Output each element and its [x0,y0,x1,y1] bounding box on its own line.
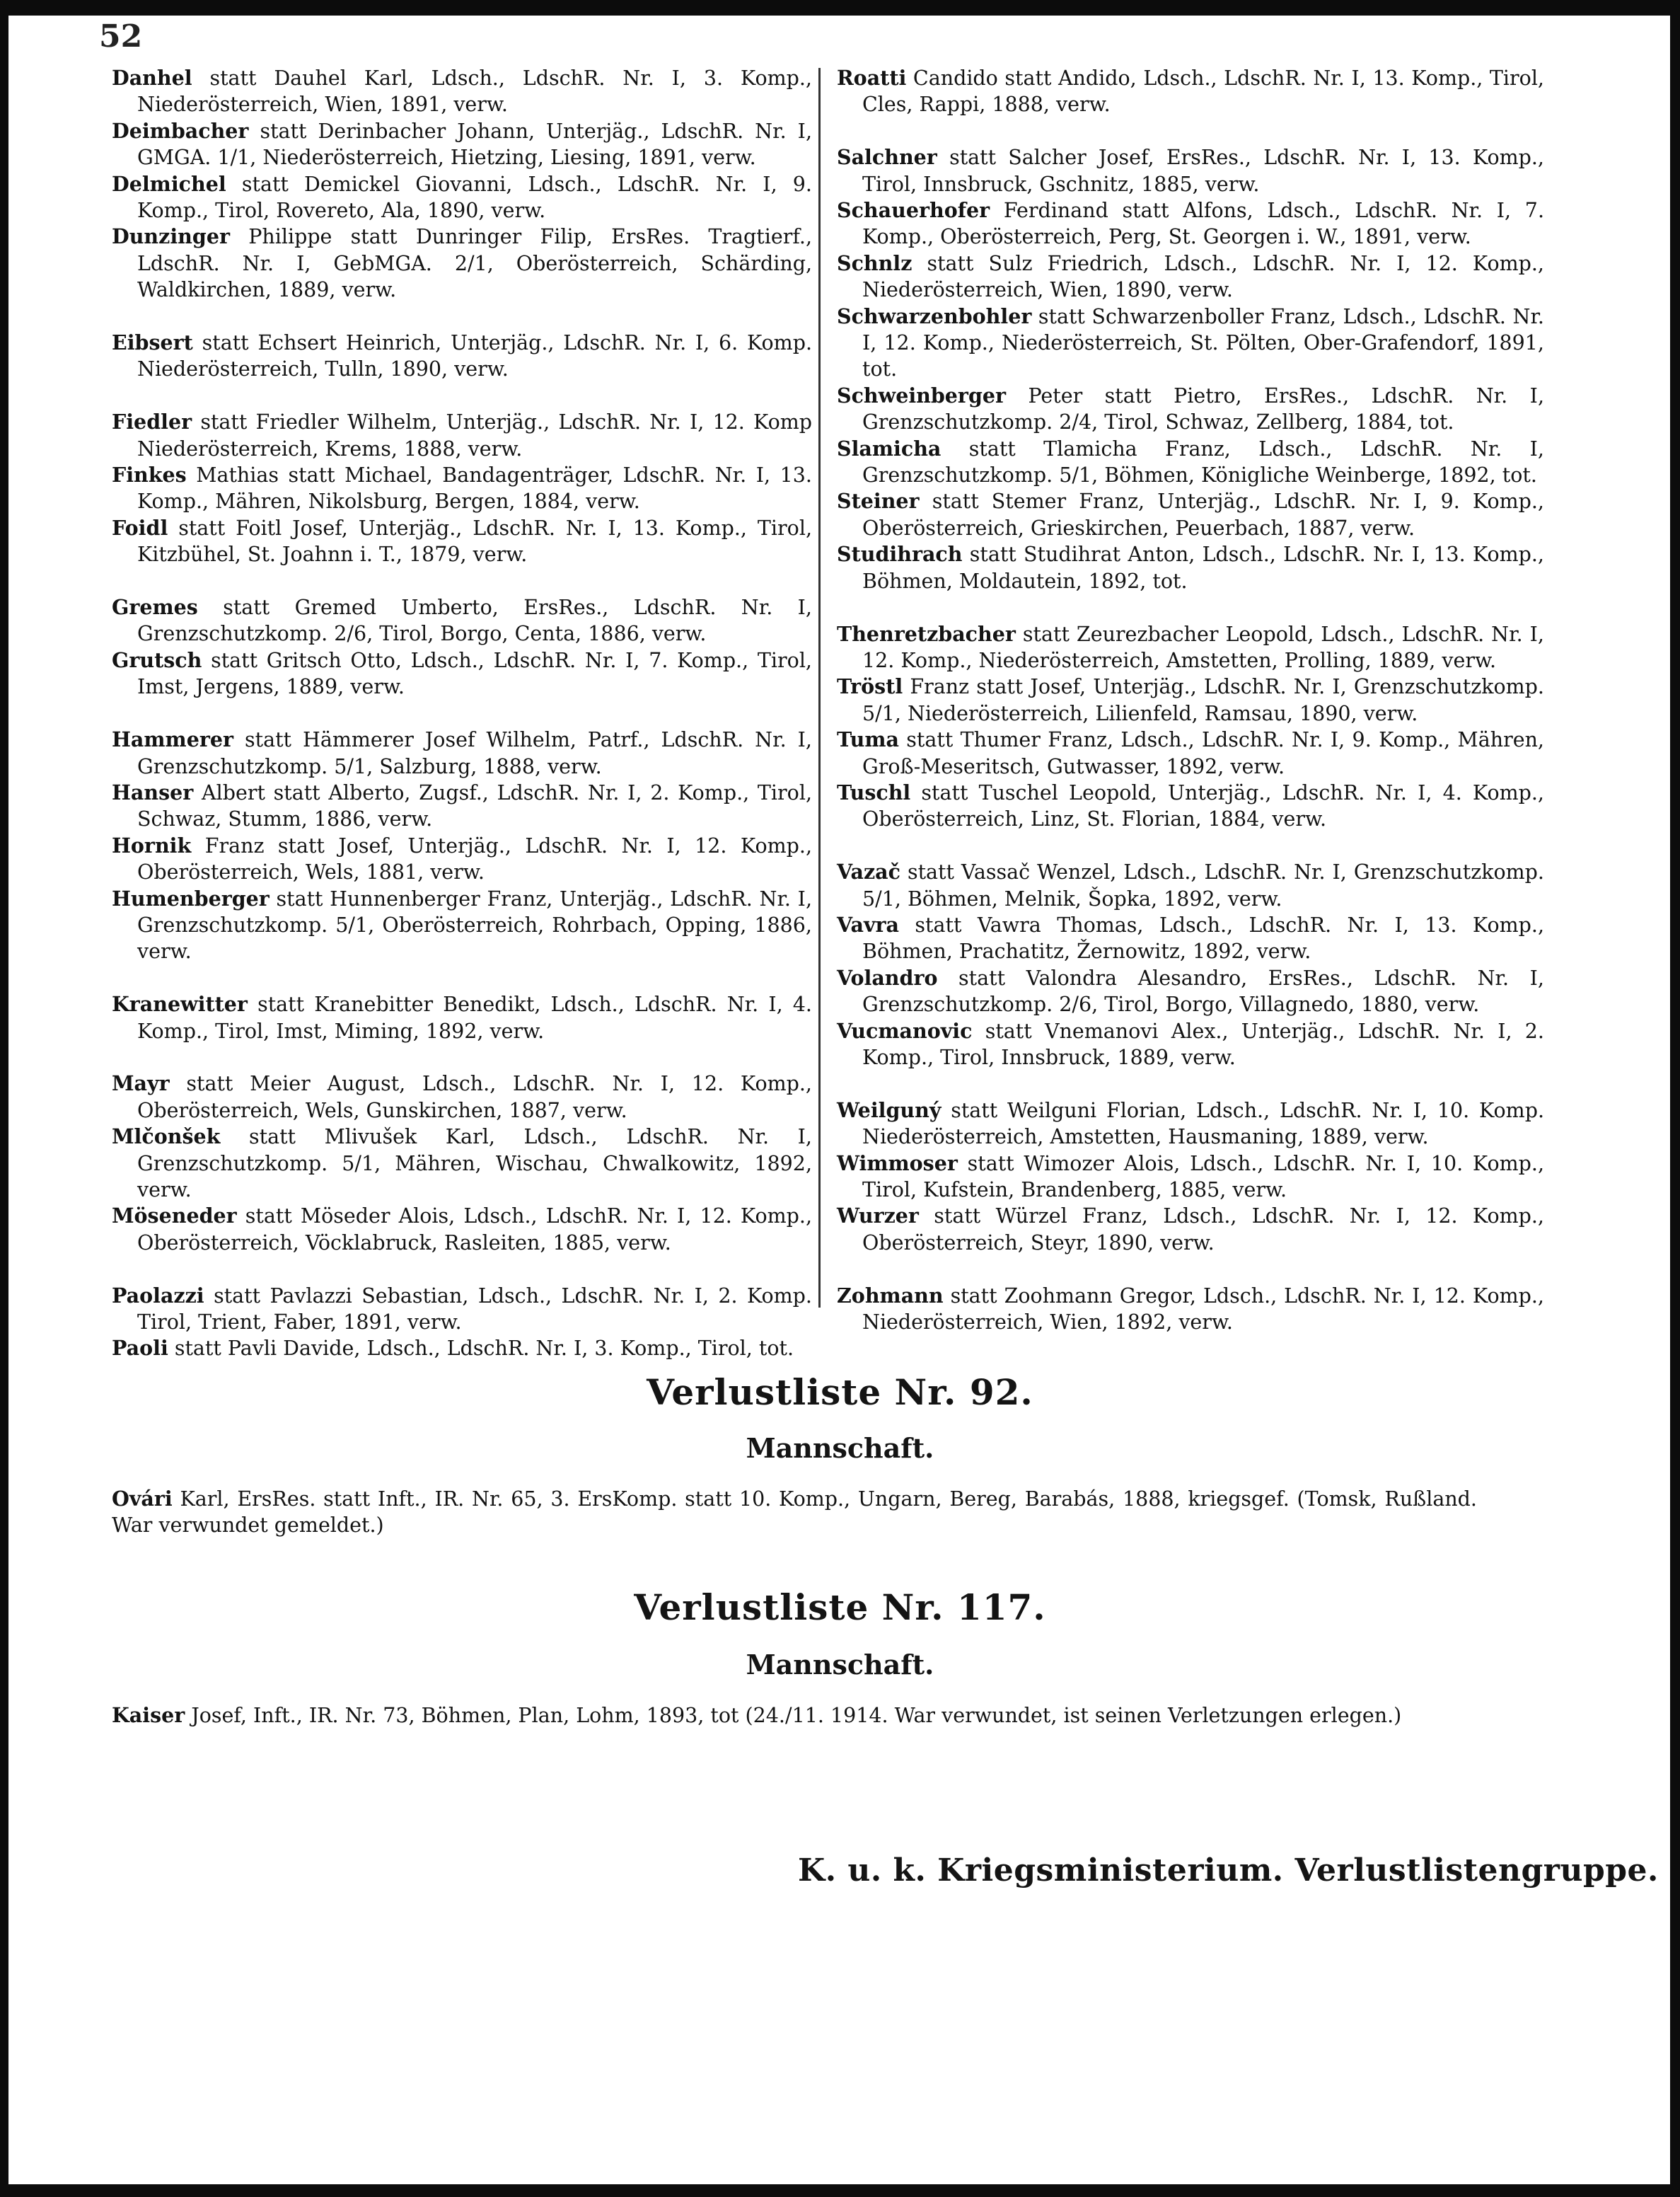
entry-details: Candido statt Andido, Ldsch., LdschR. Nr. I, 13. Komp., Tirol, Cles, Rappi, 1888, verw. [862,67,1544,117]
entry-surname: Wurzer [837,1204,919,1228]
scan-border-right [1670,0,1680,2197]
entry-details: statt Friedler Wilhelm, Unterjäg., LdschR. Nr. I, 12. Komp Niederösterreich, Krems, 1888, verw. [137,410,812,461]
entry-surname: Slamicha [837,436,942,461]
entry-surname: Fiedler [112,410,192,434]
entry-surname: Schweinberger [837,383,1007,408]
list-item [837,197,1544,250]
list-item [837,1097,1544,1151]
entry-surname: Dunzinger [112,224,230,249]
entry-details: Ferdinand statt Alfons, Ldsch., LdschR. Nr. I, 7. Komp., Oberösterreich, Perg, St. Georgen i. W., 1891, verw. [862,199,1544,249]
entry-surname: Vucmanovic [837,1018,973,1043]
left-column [112,65,812,1362]
list-item [837,674,1544,727]
entry-details: Franz statt Josef, Unterjäg., LdschR. Nr. I, Grenzschutzkomp. 5/1, Niederösterreich, Lilienfeld, Ramsau, 1890, verw. [862,675,1544,725]
entry-group-spacer [112,1044,812,1071]
entry-details: statt Mlivušek Karl, Ldsch., LdschR. Nr. I, Grenzschutzkomp. 5/1, Mähren, Wischau, Chwalkowitz, 1892, verw. [137,1125,812,1201]
entry-details: statt Würzel Franz, Ldsch., LdschR. Nr. I, 12. Komp., Oberösterreich, Steyr, 1890, verw. [862,1204,1544,1255]
scan-border-bottom [0,2184,1680,2197]
entry-details: statt Echsert Heinrich, Unterjäg., LdschR. Nr. I, 6. Komp. Niederösterreich, Tulln, 1890, verw. [137,331,812,381]
list-item [112,780,812,833]
entry-surname: Thenretzbacher [837,621,1016,646]
entry-surname: Roatti [837,66,907,90]
entry-details: statt Möseder Alois, Ldsch., LdschR. Nr. I, 12. Komp., Oberösterreich, Vöcklabruck, Rasleiten, 1885, verw. [137,1204,812,1255]
page-number: 52 [99,18,143,54]
entry-surname: Weilguný [837,1097,942,1122]
list-item [837,859,1544,912]
entry-details: statt Thumer Franz, Ldsch., LdschR. Nr. I, 9. Komp., Mähren, Groß-Meseritsch, Gutwasser, 1892, verw. [862,728,1544,778]
entry-group-spacer [837,118,1544,144]
list-117-subtitle: Mannschaft. [746,1649,934,1680]
entry-surname: Paolazzi [112,1283,204,1308]
entry-surname: Kranewitter [112,992,248,1017]
list-item [837,621,1544,674]
entry-surname: Wimmoser [837,1151,958,1175]
list-item [112,1124,812,1203]
signature: K. u. k. Kriegsministerium. Verlustlistengruppe. [798,1852,1659,1889]
list-92-entry-name: Ovári [112,1487,173,1511]
list-item [112,224,812,303]
entry-details: statt Hunnenberger Franz, Unterjäg., LdschR. Nr. I, Grenzschutzkomp. 5/1, Oberösterreich, Rohrbach, Opping, 1886, verw. [137,887,812,964]
list-item [112,1071,812,1124]
entry-surname: Studihrach [837,542,963,567]
entry-details: statt Foitl Josef, Unterjäg., LdschR. Nr. I, 13. Komp., Tirol, Kitzbühel, St. Joahnn i. T., 1879, verw. [137,516,812,567]
list-item [837,436,1544,489]
entry-surname: Vazač [837,860,900,884]
entry-group-spacer [837,1071,1544,1097]
entry-surname: Tuma [837,727,899,752]
list-item [837,780,1544,833]
entry-group-spacer [837,594,1544,621]
entry-details: statt Wimozer Alois, Ldsch., LdschR. Nr. I, 10. Komp., Tirol, Kufstein, Brandenberg, 1885, verw. [862,1151,1544,1201]
list-item [112,886,812,965]
list-item [837,965,1544,1018]
entry-surname: Foidl [112,515,168,540]
list-item [837,1283,1544,1336]
list-item [837,541,1544,594]
entry-details: statt Weilguni Florian, Ldsch., LdschR. Nr. I, 10. Komp. Niederösterreich, Amstetten, Hausmaning, 1889, verw. [862,1098,1544,1149]
entry-group-spacer [112,304,812,330]
entry-details: Philippe statt Dunringer Filip, ErsRes. Tragtierf., LdschR. Nr. I, GebMGA. 2/1, Oberösterreich, Schärding, Waldkirchen, 1889, verw. [137,225,812,302]
entry-details: statt Gritsch Otto, Ldsch., LdschR. Nr. I, 7. Komp., Tirol, Imst, Jergens, 1889, verw. [137,648,812,699]
entry-details: statt Stemer Franz, Unterjäg., LdschR. Nr. I, 9. Komp., Oberösterreich, Grieskirchen, Peuerbach, 1887, verw. [862,490,1544,540]
list-item [112,118,812,171]
entry-group-spacer [112,568,812,594]
list-item [837,1151,1544,1204]
entry-details: Mathias statt Michael, Bandagenträger, LdschR. Nr. I, 13. Komp., Mähren, Nikolsburg, Bergen, 1884, verw. [137,463,812,514]
entry-surname: Steiner [837,489,920,514]
entry-surname: Eibsert [112,330,193,355]
entry-group-spacer [837,1256,1544,1282]
list-117-entry-name: Kaiser [112,1703,185,1727]
list-item [112,65,812,118]
entry-group-spacer [112,965,812,991]
list-117-entry [112,1702,1477,1729]
list-92-title: Verlustliste Nr. 92. [647,1371,1033,1413]
entry-surname: Tröstl [837,674,903,699]
scan-border-left [0,0,8,2197]
entry-details: Albert statt Alberto, Zugsf., LdschR. Nr. I, 2. Komp., Tirol, Schwaz, Stumm, 1886, verw. [137,780,812,831]
entry-surname: Danhel [112,66,192,90]
entry-surname: Hanser [112,780,194,805]
right-column [837,65,1544,1335]
list-item [837,1203,1544,1256]
entry-surname: Schwarzenbohler [837,304,1032,328]
entry-details: statt Zeurezbacher Leopold, Ldsch., LdschR. Nr. I, 12. Komp., Niederösterreich, Amstetten, Prolling, 1889, verw. [862,622,1544,672]
entry-surname: Tuschl [837,780,911,805]
entry-details: statt Tlamicha Franz, Ldsch., LdschR. Nr. I, Grenzschutzkomp. 5/1, Böhmen, Königliche Weinberge, 1892, tot. [862,437,1544,488]
entry-details: statt Meier August, Ldsch., LdschR. Nr. I, 12. Komp., Oberösterreich, Wels, Gunskirchen, 1887, verw. [137,1072,812,1122]
entry-details: statt Derinbacher Johann, Unterjäg., LdschR. Nr. I, GMGA. 1/1, Niederösterreich, Hietzing, Liesing, 1891, verw. [137,119,812,170]
list-117-title: Verlustliste Nr. 117. [634,1586,1046,1628]
entry-details: statt Vassač Wenzel, Ldsch., LdschR. Nr. I, Grenzschutzkomp. 5/1, Böhmen, Melnik, Šopka, 1892, verw. [862,860,1544,911]
entry-surname: Hammerer [112,727,234,752]
entry-surname: Schnlz [837,250,913,275]
list-item [112,594,812,647]
list-item [112,462,812,515]
entry-surname: Mlčonšek [112,1124,221,1149]
entry-group-spacer [837,833,1544,859]
entry-surname: Deimbacher [112,118,249,143]
list-item [837,1018,1544,1071]
list-item [837,488,1544,541]
entry-surname: Hornik [112,833,192,858]
entry-surname: Grutsch [112,647,202,672]
entry-surname: Salchner [837,145,937,170]
entry-details: statt Vnemanovi Alex., Unterjäg., LdschR. Nr. I, 2. Komp., Tirol, Innsbruck, 1889, verw. [862,1019,1544,1069]
list-item [837,65,1544,118]
entry-surname: Paoli [112,1336,168,1361]
entry-surname: Finkes [112,463,187,488]
entry-details: statt Tuschel Leopold, Unterjäg., LdschR. Nr. I, 4. Komp., Oberösterreich, Linz, St. Florian, 1884, verw. [862,780,1544,831]
entry-details: statt Pavlazzi Sebastian, Ldsch., LdschR. Nr. I, 2. Komp. Tirol, Trient, Faber, 1891, verw. [137,1284,812,1334]
list-item [837,250,1544,304]
list-92-subtitle: Mannschaft. [746,1432,934,1464]
entry-details: statt Vawra Thomas, Ldsch., LdschR. Nr. I, 13. Komp., Böhmen, Prachatitz, Žernowitz, 1892, verw. [862,913,1544,964]
entry-details: statt Sulz Friedrich, Ldsch., LdschR. Nr. I, 12. Komp., Niederösterreich, Wien, 1890, verw. [862,251,1544,302]
entry-surname: Humenberger [112,886,270,911]
entry-group-spacer [112,1256,812,1282]
list-item [112,727,812,780]
entry-group-spacer [112,700,812,727]
entry-surname: Mayr [112,1071,170,1096]
list-item [837,304,1544,383]
entry-surname: Gremes [112,595,198,620]
entry-details: statt Kranebitter Benedikt, Ldsch., LdschR. Nr. I, 4. Komp., Tirol, Imst, Miming, 1892, verw. [137,993,812,1043]
entry-details: statt Pavli Davide, Ldsch., LdschR. Nr. I, 3. Komp., Tirol, tot. [168,1337,794,1361]
list-item [837,144,1544,197]
entry-details: statt Gremed Umberto, ErsRes., LdschR. Nr. I, Grenzschutzkomp. 2/6, Tirol, Borgo, Centa, 1886, verw. [137,596,812,646]
entry-surname: Delmichel [112,171,226,196]
list-92-entry [112,1486,1477,1539]
entry-details: statt Hämmerer Josef Wilhelm, Patrf., LdschR. Nr. I, Grenzschutzkomp. 5/1, Salzburg, 1888, verw. [137,728,812,778]
list-117-entry-text: Josef, Inft., IR. Nr. 73, Böhmen, Plan, Lohm, 1893, tot (24./11. 1914. War verwundet, ist seinen Verletzungen erlegen.) [185,1704,1402,1727]
list-item [837,727,1544,780]
entry-surname: Vavra [837,912,900,937]
scan-border-top [0,0,1680,16]
entry-surname: Schauerhofer [837,198,990,223]
list-item [112,1283,812,1336]
entry-details: statt Valondra Alesandro, ErsRes., LdschR. Nr. I, Grenzschutzkomp. 2/6, Tirol, Borgo, Villagnedo, 1880, verw. [862,966,1544,1017]
list-item [112,515,812,568]
entry-surname: Volandro [837,965,938,990]
entry-details: Franz statt Josef, Unterjäg., LdschR. Nr. I, 12. Komp., Oberösterreich, Wels, 1881, verw. [137,834,812,884]
entry-surname: Zohmann [837,1283,944,1308]
list-item [112,330,812,383]
list-item [112,1335,812,1361]
list-92-entry-text: Karl, ErsRes. statt Inft., IR. Nr. 65, 3. ErsKomp. statt 10. Komp., Ungarn, Bereg, Barabás, 1888, kriegsgef. (Tomsk, Rußland. War verwundet gemeldet.) [112,1487,1477,1538]
entry-details: statt Dauhel Karl, Ldsch., LdschR. Nr. I, 3. Komp., Niederösterreich, Wien, 1891, verw. [137,67,812,117]
entry-group-spacer [112,383,812,409]
list-item [112,647,812,700]
column-divider [818,68,821,1308]
list-item [837,383,1544,436]
list-item [112,1203,812,1256]
list-item [837,912,1544,965]
entry-details: statt Salcher Josef, ErsRes., LdschR. Nr. I, 13. Komp., Tirol, Innsbruck, Gschnitz, 1885, verw. [862,146,1544,196]
entry-details: statt Studihrat Anton, Ldsch., LdschR. Nr. I, 13. Komp., Böhmen, Moldautein, 1892, tot. [862,543,1544,593]
list-item [112,833,812,886]
entry-details: statt Schwarzenboller Franz, Ldsch., LdschR. Nr. I, 12. Komp., Niederösterreich, St. Pölten, Ober-Grafendorf, 1891, tot. [862,304,1544,381]
list-item [112,991,812,1044]
entry-details: Peter statt Pietro, ErsRes., LdschR. Nr. I, Grenzschutzkomp. 2/4, Tirol, Schwaz, Zellberg, 1884, tot. [862,384,1544,434]
list-item [112,171,812,224]
entry-surname: Möseneder [112,1204,237,1228]
list-item [112,409,812,462]
entry-details: statt Demickel Giovanni, Ldsch., LdschR. Nr. I, 9. Komp., Tirol, Rovereto, Ala, 1890, verw. [137,172,812,223]
entry-details: statt Zoohmann Gregor, Ldsch., LdschR. Nr. I, 12. Komp., Niederösterreich, Wien, 1892, verw. [862,1284,1544,1334]
